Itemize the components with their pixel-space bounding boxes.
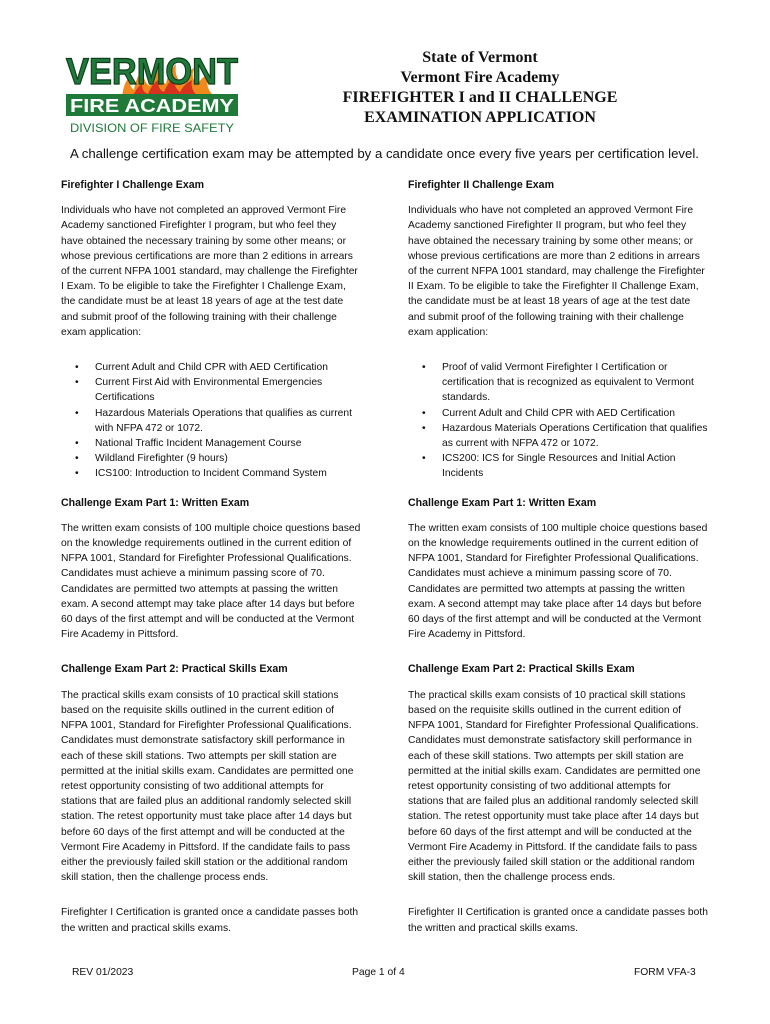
list-item: • National Traffic Incident Management Course — [95, 436, 361, 451]
intro-statement: A challenge certification exam may be attempted by a candidate once every five years per certification level. — [70, 146, 699, 161]
ff2-part1-text: The written exam consists of 100 multiple choice questions based on the knowledge requirements outlined in the current edition of NFPA 1001, Standard for Firefighter Professional Qualifications. Candidates must achieve a minimum passing score of 70. Candidates are permitted two attempts at passing the written exam. A second attempt may take place after 14 days but before 60 days of the first attempt and will be conducted at the Vermont Fire Academy in Pittsford. — [408, 522, 708, 641]
ff2-part1-title: Challenge Exam Part 1: Written Exam — [408, 496, 597, 509]
logo-division-text: DIVISION OF FIRE SAFETY — [70, 121, 234, 135]
ff2-part2-title: Challenge Exam Part 2: Practical Skills Exam — [408, 663, 635, 676]
list-item: • ICS200: ICS for Single Resources and Initial Action Incidents — [442, 451, 708, 481]
ff1-title: Firefighter I Challenge Exam — [61, 179, 205, 191]
footer-form-number: FORM VFA-3 — [634, 967, 696, 978]
list-item: • Hazardous Materials Operations Certification that qualifies as current with NFPA 472 or 1072. — [442, 421, 708, 451]
ff1-requirements-list — [61, 360, 361, 482]
list-item: • Hazardous Materials Operations that qualifies as current with NFPA 472 or 1072. — [95, 406, 361, 436]
firefighter-1-column — [61, 178, 361, 956]
list-item: • Current First Aid with Environmental Emergencies Certifications — [95, 375, 361, 405]
ff1-part1-text: The written exam consists of 100 multiple choice questions based on the knowledge requirements outlined in the current edition of NFPA 1001, Standard for Firefighter Professional Qualifications. Candidates must achieve a minimum passing score of 70. Candidates are permitted two attempts at passing the written exam. A second attempt may take place after 14 days but before 60 days of the first attempt and will be conducted at the Vermont Fire Academy in Pittsford. — [61, 522, 361, 641]
list-item: • Current Adult and Child CPR with AED Certification — [95, 360, 361, 375]
footer-revision: REV 01/2023 — [72, 967, 134, 978]
firefighter-2-column — [408, 178, 708, 956]
logo-word-fire-academy: FIRE ACADEMY — [70, 96, 234, 116]
ff2-title: Firefighter II Challenge Exam — [408, 179, 554, 191]
ff1-part2-title: Challenge Exam Part 2: Practical Skills Exam — [61, 663, 288, 676]
vermont-fire-academy-logo — [62, 46, 242, 136]
header-line-application: EXAMINATION APPLICATION — [364, 109, 596, 126]
ff1-certification-text: Firefighter I Certification is granted once a candidate passes both the written and practical skills exams. — [61, 907, 359, 934]
list-item: • Current Adult and Child CPR with AED Certification — [442, 406, 708, 421]
ff1-eligibility-text: Individuals who have not completed an approved Vermont Fire Academy sanctioned Firefighter I program, but who feel they have obtained the necessary training by some other means; or whose previous certifications are more than 2 editions in arrears of the current NFPA 1001 standard, may challenge the Firefighter I Exam. To be eligible to take the Firefighter I Challenge Exam, the candidate must be at least 18 years of age at the test date and submit proof of the following training with their challenge exam application: — [61, 205, 358, 338]
list-item: • ICS100: Introduction to Incident Command System — [95, 466, 361, 481]
ff2-part2-text: The practical skills exam consists of 10 practical skill stations based on the requisite skills outlined in the current edition of NFPA 1001, Standard for Firefighter Professional Qualifications. Candidates must demonstrate satisfactory skill performance in each of these skill stations. Two attempts per skill station are permitted at the initial skills exam. Candidates are permitted one retest opportunity consisting of two additional attempts for stations that are failed plus an additional randomly selected skill station. The retest opportunity must take place after 14 days but before 60 days of the first attempt and will be conducted at the Vermont Fire Academy in Pittsford. If the candidate fails to pass either the previously failed skill station or the additional random skill station, then the challenge process ends. — [408, 689, 701, 884]
footer-page-number: Page 1 of 4 — [352, 967, 405, 978]
ff1-part2-text: The practical skills exam consists of 10 practical skill stations based on the requisite skills outlined in the current edition of NFPA 1001, Standard for Firefighter Professional Qualifications. Candidates must demonstrate satisfactory skill performance in each of these skill stations. Two attempts per skill station are permitted at the initial skills exam. Candidates are permitted one retest opportunity consisting of two additional attempts for stations that are failed plus an additional randomly selected skill station. The retest opportunity must take place after 14 days but before 60 days of the first attempt and will be conducted at the Vermont Fire Academy in Pittsford. If the candidate fails to pass either the previously failed skill station or the additional random skill station, then the challenge process ends. — [61, 689, 354, 884]
list-item: • Proof of valid Vermont Firefighter I Certification or certification that is recognized as equivalent to Vermont standards. — [442, 360, 708, 406]
header-line-challenge: FIREFIGHTER I and II CHALLENGE — [342, 89, 618, 106]
document-header — [300, 48, 660, 128]
logo-graphic — [62, 46, 242, 136]
ff1-part1-title: Challenge Exam Part 1: Written Exam — [61, 496, 250, 509]
header-line-state: State of Vermont — [422, 49, 538, 66]
ff2-eligibility-text: Individuals who have not completed an approved Vermont Fire Academy sanctioned Firefighter II program, but who feel they have obtained the necessary training by some other means; or whose previous certifications are more than 2 editions in arrears of the current NFPA 1001 standard, may challenge the Firefighter II Exam. To be eligible to take the Firefighter II Challenge Exam, the candidate must be at least 18 years of age at the test date and submit proof of the following training with their challenge exam application: — [408, 205, 705, 338]
logo-word-vermont: VERMONT — [66, 51, 239, 92]
header-line-academy: Vermont Fire Academy — [400, 69, 560, 86]
list-item: • Wildland Firefighter (9 hours) — [95, 451, 361, 466]
ff2-requirements-list — [408, 360, 708, 482]
ff2-certification-text: Firefighter II Certification is granted once a candidate passes both the written and practical skills exams. — [408, 907, 708, 934]
